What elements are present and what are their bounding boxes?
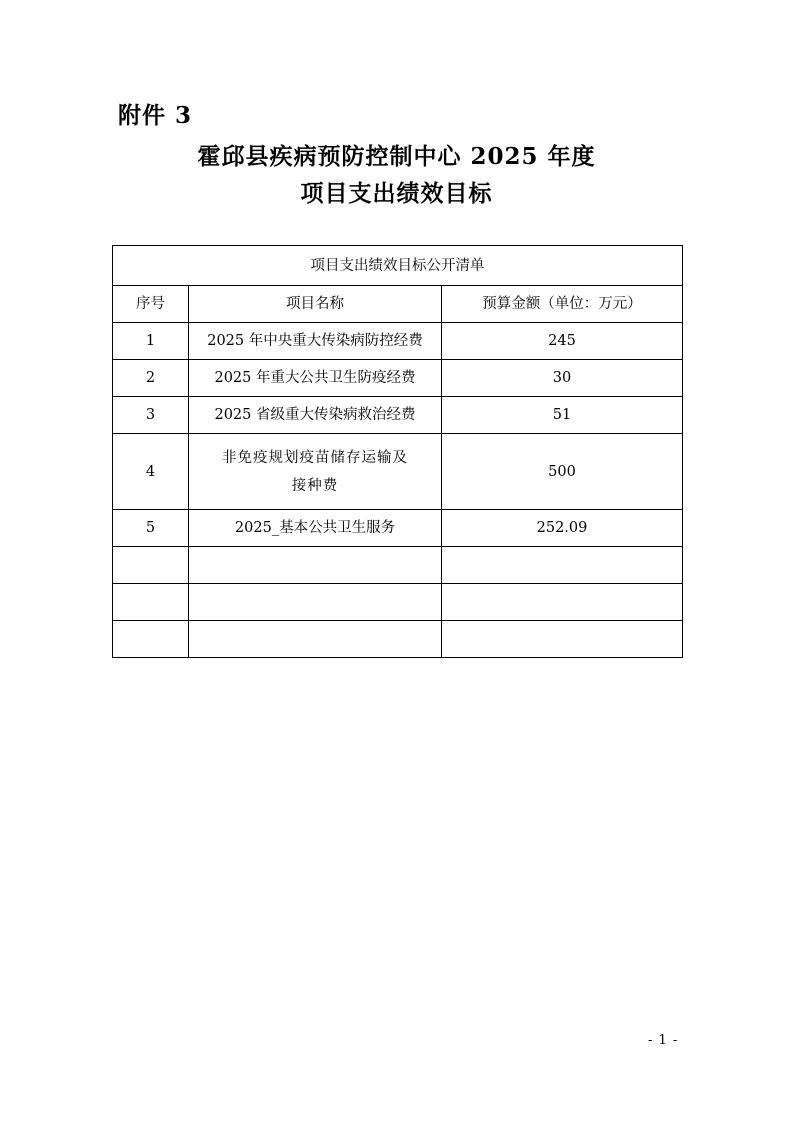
row-project-name: 2025_基本公共卫生服务	[189, 510, 442, 547]
empty-table-row	[113, 621, 683, 658]
header-project-name: 项目名称	[189, 286, 442, 323]
table-row	[113, 434, 683, 510]
table-caption: 项目支出绩效目标公开清单	[113, 246, 683, 286]
table-row	[113, 510, 683, 547]
page-number: - 1 -	[648, 1033, 679, 1048]
empty-cell	[189, 621, 442, 658]
table-row	[113, 360, 683, 397]
empty-cell	[113, 584, 189, 621]
row-budget-amount: 500	[442, 434, 683, 510]
row-budget-amount: 245	[442, 323, 683, 360]
row-budget-amount: 30	[442, 360, 683, 397]
header-budget-amount: 预算金额（单位：万元）	[442, 286, 683, 323]
empty-cell	[189, 547, 442, 584]
empty-cell	[113, 547, 189, 584]
empty-table-row	[113, 584, 683, 621]
empty-table-row	[113, 547, 683, 584]
empty-cell	[442, 584, 683, 621]
document-title-line-1: 霍邱县疾病预防控制中心 2025 年度	[197, 143, 596, 170]
row-project-name: 非免疫规划疫苗储存运输及接种费	[189, 434, 442, 510]
row-budget-amount: 252.09	[442, 510, 683, 547]
row-project-name: 2025 省级重大传染病救治经费	[189, 397, 442, 434]
row-serial-number: 1	[113, 323, 189, 360]
row-serial-number: 5	[113, 510, 189, 547]
table-caption-row	[113, 246, 683, 286]
table-row	[113, 397, 683, 434]
row-serial-number: 4	[113, 434, 189, 510]
attachment-label: 附件 3	[118, 102, 193, 129]
row-budget-amount: 51	[442, 397, 683, 434]
header-serial-number: 序号	[113, 286, 189, 323]
empty-cell	[442, 621, 683, 658]
empty-cell	[442, 547, 683, 584]
row-serial-number: 3	[113, 397, 189, 434]
empty-cell	[189, 584, 442, 621]
empty-cell	[113, 621, 189, 658]
table-header-row	[113, 286, 683, 323]
performance-target-table	[112, 245, 683, 658]
row-project-name: 2025 年重大公共卫生防疫经费	[189, 360, 442, 397]
row-project-name: 2025 年中央重大传染病防控经费	[189, 323, 442, 360]
table-row	[113, 323, 683, 360]
row-serial-number: 2	[113, 360, 189, 397]
document-title-line-2: 项目支出绩效目标	[300, 180, 493, 207]
